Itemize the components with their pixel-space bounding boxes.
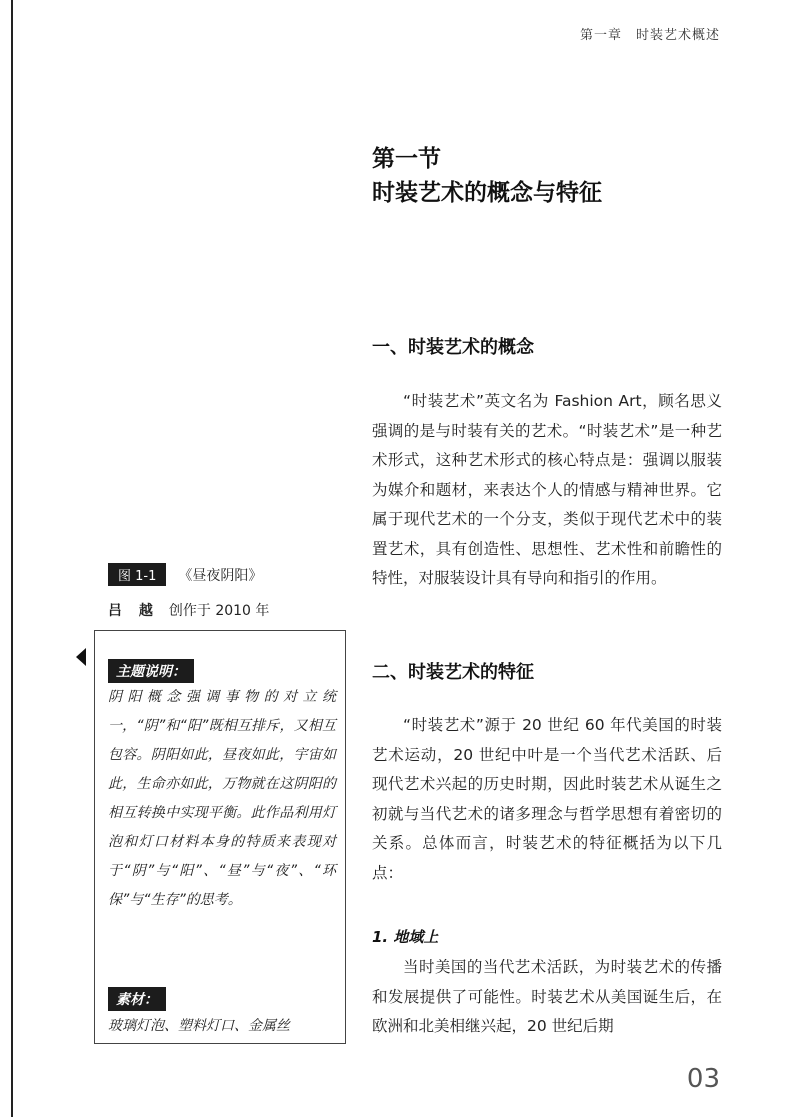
material-label: 素材： bbox=[108, 987, 166, 1011]
section-number: 第一节 bbox=[372, 146, 441, 172]
figure-author-line bbox=[108, 600, 269, 620]
running-head-title: 时装艺术概述 bbox=[635, 28, 720, 43]
theme-text: 阴阳概念强调事物的对立统一，“阴”和“阳”既相互排斥，又相互包容。阴阳如此，昼夜如此，宇宙如此，生命亦如此，万物就在这阴阳的相互转换中实现平衡。此作品利用灯泡和灯口材料本身的特质来表现对于“阴”与“阳”、“昼”与“夜”、“环保”与“生存”的思考。 bbox=[108, 689, 336, 908]
figure-title: 《昼夜阴阳》 bbox=[178, 568, 263, 584]
heading-concept: 一、时装艺术的概念 bbox=[372, 337, 534, 358]
left-arrow-icon bbox=[76, 648, 86, 666]
section-title bbox=[372, 142, 602, 210]
page-number: 03 bbox=[686, 1064, 720, 1094]
theme-note-box bbox=[94, 630, 346, 1044]
running-head bbox=[566, 24, 720, 43]
heading-features: 二、时装艺术的特征 bbox=[372, 662, 534, 683]
figure-author: 吕 越 bbox=[108, 603, 159, 619]
figure-label: 图 1-1 bbox=[108, 563, 166, 586]
paragraph-features: “时装艺术”源于 20 世纪 60 年代美国的时装艺术运动，20 世纪中叶是一个当代艺术活跃、后现代艺术兴起的历史时期，因此时装艺术从诞生之初就与当代艺术的诸多理念与哲学思想有着密切的关系。总体而言，时装艺术的特征概括为以下几点： bbox=[372, 716, 722, 882]
figure-caption bbox=[108, 563, 262, 586]
theme-label: 主题说明： bbox=[108, 659, 194, 683]
material-text: 玻璃灯泡、塑料灯口、金属丝 bbox=[108, 1018, 290, 1034]
running-head-chapter: 第一章 bbox=[579, 28, 622, 43]
heading-region: 1. 地域上 bbox=[372, 928, 439, 946]
paragraph-region: 当时美国的当代艺术活跃，为时装艺术的传播和发展提供了可能性。时装艺术从美国诞生后，在欧洲和北美相继兴起，20 世纪后期 bbox=[372, 958, 722, 1035]
figure-created: 创作于 2010 年 bbox=[168, 603, 270, 619]
paragraph-concept: “时装艺术”英文名为 Fashion Art，顾名思义强调的是与时装有关的艺术。“时装艺术”是一种艺术形式，这种艺术形式的核心特点是：强调以服装为媒介和题材，来表达个人的情感与精神世界。它属于现代艺术的一个分支，类似于现代艺术中的装置艺术，具有创造性、思想性、艺术性和前瞻性的特性，对服装设计具有导向和指引的作用。 bbox=[372, 392, 722, 587]
section-name: 时装艺术的概念与特征 bbox=[372, 180, 602, 206]
page-edge-rule bbox=[11, 0, 13, 1117]
